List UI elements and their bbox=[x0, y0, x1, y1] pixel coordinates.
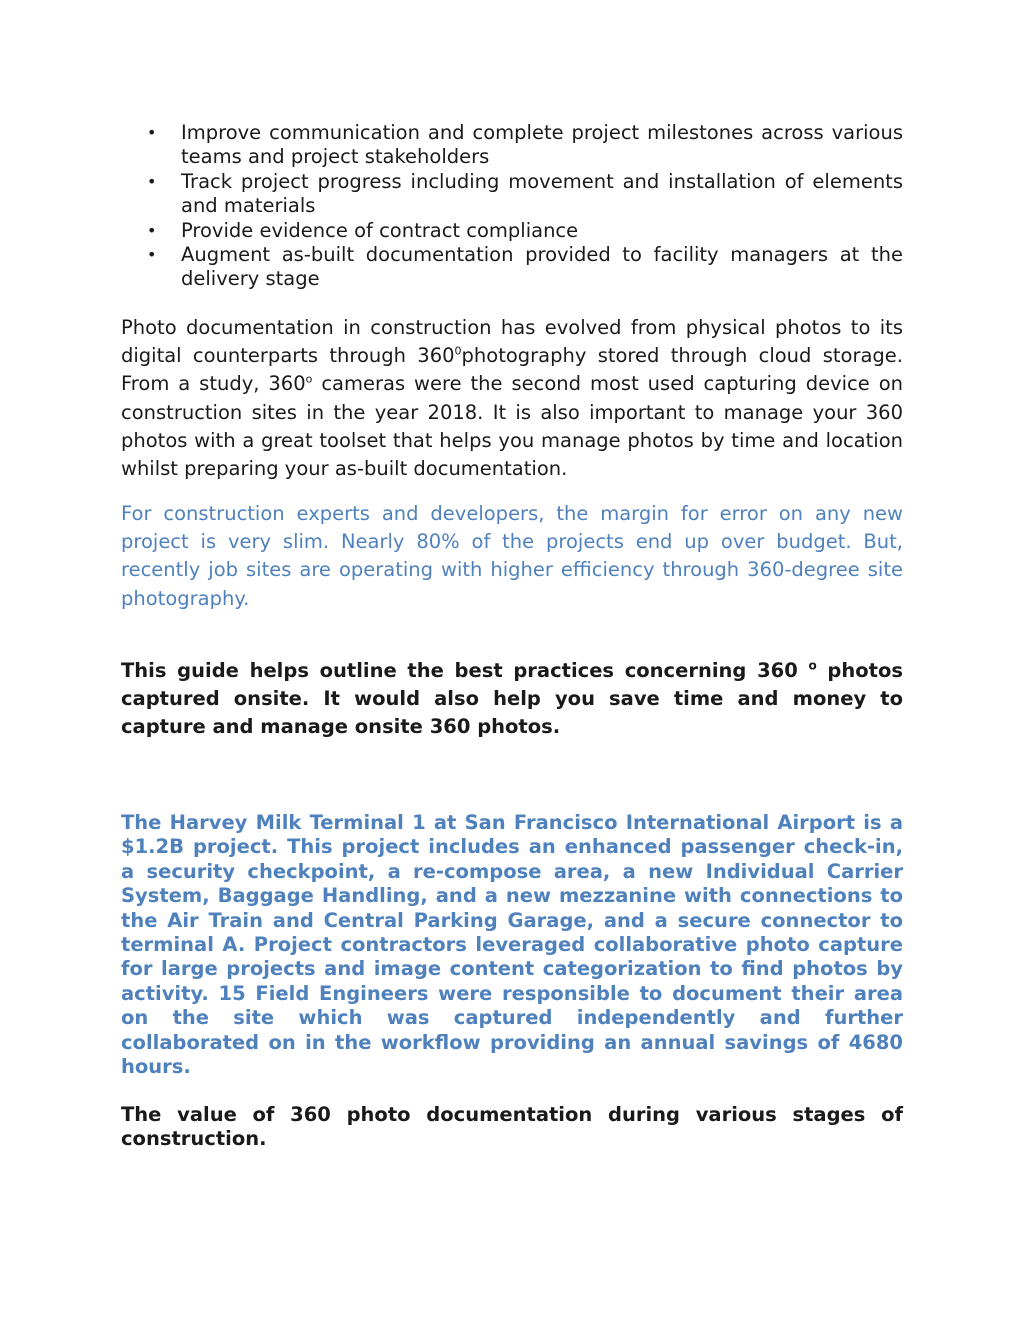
highlight-paragraph: For construction experts and developers, the margin for error on any new project is very slim. Nearly 80% of the projects end up over budget. But, recently job sites are operating with higher efficiency through 360-degree site photography. bbox=[121, 502, 903, 610]
bullet-text: Augment as-built documentation provided to facility managers at the delivery stage bbox=[181, 243, 903, 291]
bullet-icon: • bbox=[147, 123, 157, 142]
section-heading: The value of 360 photo documentation during various stages of construction. bbox=[121, 1103, 903, 1151]
degree-superscript: o bbox=[305, 372, 313, 386]
bullet-item bbox=[121, 219, 903, 243]
benefits-bullet-list bbox=[121, 121, 903, 292]
paragraph-text: photography stored through cloud storage. From a study, 360 bbox=[121, 344, 904, 396]
degree-superscript: o bbox=[808, 658, 817, 673]
paragraph-text: photos captured onsite. It would also help you save time and money to capture and manage onsite 360 photos. bbox=[121, 659, 903, 739]
bullet-icon: • bbox=[147, 171, 157, 191]
bullet-icon: • bbox=[147, 220, 157, 240]
degree-superscript: 0 bbox=[454, 344, 462, 358]
bullet-item bbox=[121, 243, 903, 292]
bullet-icon: • bbox=[147, 245, 157, 265]
bullet-text: Track project progress including movement and installation of elements and materials bbox=[181, 169, 903, 218]
photo-documentation-paragraph bbox=[121, 314, 903, 483]
paragraph-text: This guide helps outline the best practices concerning 360 bbox=[121, 659, 809, 682]
paragraph-text: cameras were the second most used capturing device on construction sites in the year 2018. It is also important to manage your 360 photos with a great toolset that helps you manage photos by time and location whilst preparing your as-built documentation. bbox=[121, 372, 903, 481]
guide-intro-paragraph bbox=[121, 657, 903, 742]
bullet-item bbox=[121, 170, 903, 219]
bullet-item bbox=[121, 121, 903, 170]
paragraph-text: Photo documentation in construction has evolved from physical photos to its digital counterparts through 360 bbox=[121, 316, 903, 368]
case-study-paragraph: The Harvey Milk Terminal 1 at San Francisco International Airport is a $1.2B project. This project includes an enhanced passenger check-in, a security checkpoint, a re-compose area, a new Individual Carrier System, Baggage Handling, and a new mezzanine with connections to the Air Train and Central Parking Garage, and a secure connector to terminal A. Project contractors leveraged collaborative photo capture for large projects and image content categorization to find photos by activity. 15 Field Engineers were responsible to document their area on the site which was captured independently and further collaborated on in the workflow providing an annual savings of 4680 hours. bbox=[121, 811, 903, 1079]
bullet-text: Provide evidence of contract compliance bbox=[181, 218, 579, 242]
bullet-text: Improve communication and complete project milestones across various teams and project stakeholders bbox=[181, 121, 903, 169]
